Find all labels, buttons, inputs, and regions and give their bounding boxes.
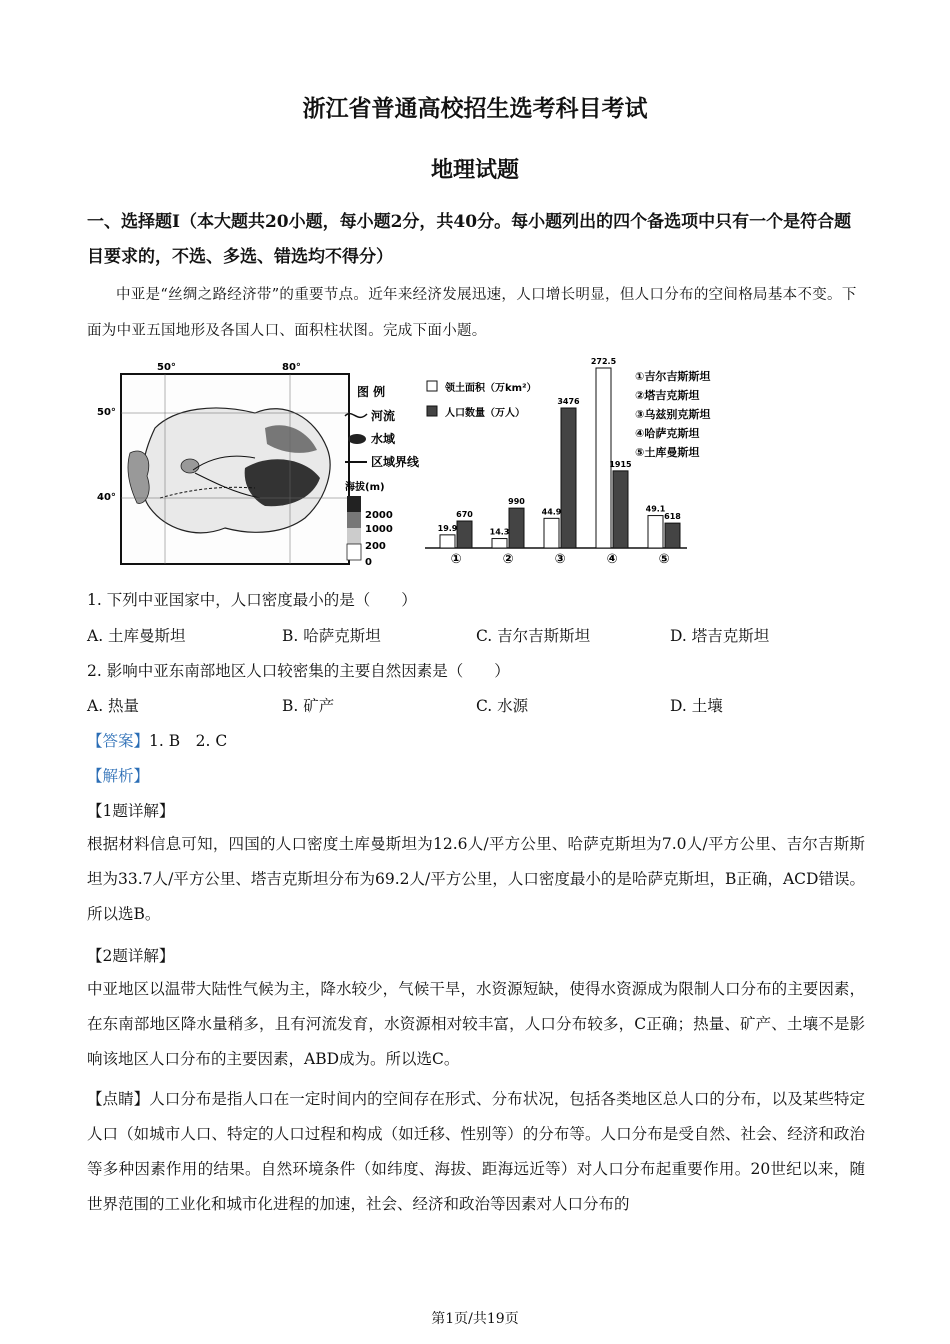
question-1-stem: 1. 下列中亚国家中，人口密度最小的是（ ） (87, 591, 417, 609)
area-legend-swatch (427, 381, 437, 391)
question-2-option-a[interactable]: A. 热量 (87, 697, 140, 715)
question-2-option-c[interactable]: C. 水源 (476, 697, 529, 715)
tip-paragraph (87, 1082, 865, 1222)
population-value-label: 3476 (557, 397, 580, 406)
category-label: ① (450, 552, 462, 567)
population-bar (561, 408, 576, 548)
map-legend-river: 河流 (371, 409, 396, 423)
population-bar (509, 508, 524, 548)
bar-legend-area: 领土面积（万km²） (445, 383, 537, 394)
area-value-label: 14.3 (489, 527, 510, 537)
elev-swatch-0 (347, 544, 361, 560)
question-2-option-b[interactable]: B. 矿产 (282, 697, 335, 715)
page-footer: 第1页/共19页 (431, 1311, 519, 1327)
map-legend-border: 区域界线 (371, 455, 420, 469)
map-aral-sea (181, 459, 199, 473)
detail-1-tag: 【1题详解】 (87, 802, 175, 820)
lat-label-50: 50° (97, 407, 116, 418)
country-legend-2: ②塔吉克斯坦 (635, 389, 700, 402)
answer-line (87, 729, 227, 751)
area-value-label: 44.9 (541, 507, 562, 517)
map-legend (345, 384, 420, 568)
population-bar (665, 523, 680, 548)
country-legend-4: ④哈萨克斯坦 (635, 427, 700, 440)
figure-svg (95, 358, 835, 573)
category-label: ② (502, 552, 514, 567)
answer-tag: 【答案】 (87, 732, 150, 750)
area-bar (596, 368, 611, 548)
population-bar (457, 521, 472, 548)
population-value-label: 618 (664, 512, 681, 522)
elev-level-1000: 1000 (365, 524, 393, 535)
category-label: ⑤ (658, 552, 670, 567)
question-2-option-d[interactable]: D. 土壤 (670, 697, 723, 715)
area-bar (440, 535, 455, 548)
terrain-map (97, 362, 349, 564)
detail-2-text: 中亚地区以温带大陆性气候为主，降水较少，气候干旱，水资源短缺，使得水资源成为限制人口分布的主要因素，在东南部地区降水量稍多，且有河流发育，水资源相对较丰富，人口分布较多，C正确；热量、矿产、土壤不是影响该地区人口分布的主要因素，ABD成为。所以选C。 (87, 980, 865, 1068)
area-value-label: 49.1 (645, 504, 666, 514)
map-legend-title: 图 例 (357, 385, 386, 399)
question-2-stem: 2. 影响中亚东南部地区人口较密集的主要自然因素是（ ） (87, 662, 510, 680)
question-1-option-b[interactable]: B. 哈萨克斯坦 (282, 627, 381, 645)
population-value-label: 990 (508, 497, 525, 507)
population-bar (613, 471, 628, 548)
pop-legend-swatch (427, 406, 437, 416)
area-value-label: 272.5 (590, 358, 617, 366)
area-bar (544, 518, 559, 548)
elev-swatch-1000 (347, 512, 361, 528)
elev-level-0: 0 (365, 557, 372, 568)
tip-text: 人口分布是指人口在一定时间内的空间存在形式、分布状况，包括各类地区总人口的分布，以及某些特定人口（如城市人口、特定的人口过程和构成（如迁移、性别等）的分布等。人口分布是受自然、社会、经济和政治等多种因素作用的结果。自然环境条件（如纬度、海拔、距海远近等）对人口分布起重要作用。20世纪以来，随世界范围的工业化和城市化进程的加速，社会、经济和政治等因素对人口分布的 (87, 1090, 865, 1213)
elev-swatch-200 (347, 528, 361, 544)
lat-label-40: 40° (97, 492, 116, 503)
water-legend-icon (348, 434, 366, 444)
country-legend-1: ①吉尔吉斯斯坦 (635, 370, 711, 383)
lon-label-80: 80° (282, 362, 301, 373)
lon-label-50: 50° (157, 362, 176, 373)
area-bar (492, 539, 507, 548)
exam-title: 浙江省普通高校招生选考科目考试 (302, 95, 648, 122)
question-1-option-c[interactable]: C. 吉尔吉斯斯坦 (476, 627, 591, 645)
analysis-tag: 【解析】 (87, 767, 150, 785)
bar-legend (427, 381, 536, 419)
country-legend-5: ⑤土库曼斯坦 (635, 446, 700, 459)
elevation-title: 海拔(m) (345, 482, 385, 493)
area-value-label: 19.9 (437, 523, 458, 533)
area-bar (648, 516, 663, 548)
intro-paragraph: 中亚是“丝绸之路经济带”的重要节点。近年来经济发展迅速，人口增长明显，但人口分布的空间格局基本不变。下面为中亚五国地形及各国人口、面积柱状图。完成下面小题。 (87, 287, 857, 339)
elev-level-2000: 2000 (365, 510, 393, 521)
bar-legend-pop: 人口数量（万人） (445, 408, 525, 419)
figure (95, 358, 835, 573)
category-label: ④ (606, 552, 618, 567)
detail-2-tag: 【2题详解】 (87, 947, 175, 965)
population-value-label: 1915 (609, 459, 632, 469)
country-legend-3: ③乌兹别克斯坦 (635, 408, 711, 421)
answer-text: 1. B 2. C (149, 732, 228, 750)
elev-level-200: 200 (365, 541, 386, 552)
question-1-option-a[interactable]: A. 土库曼斯坦 (87, 627, 186, 645)
question-1-option-d[interactable]: D. 塔吉克斯坦 (670, 627, 770, 645)
tip-tag: 【点睛】 (87, 1090, 150, 1108)
section-heading: 一、选择题Ⅰ（本大题共20小题，每小题2分，共40分。每小题列出的四个备选项中只有一个是符合题目要求的，不选、多选、错选均不得分） (87, 212, 852, 267)
category-label: ③ (554, 552, 566, 567)
elev-swatch-2000 (347, 496, 361, 512)
population-value-label: 670 (456, 510, 473, 520)
map-legend-water: 水域 (371, 432, 396, 446)
detail-1-text: 根据材料信息可知，四国的人口密度土库曼斯坦为12.6人/平方公里、哈萨克斯坦为7.0人/平方公里、吉尔吉斯斯坦为33.7人/平方公里、塔吉克斯坦分布为69.2人/平方公里，人口密度最小的是哈萨克斯坦，B正确，ACD错误。所以选B。 (87, 835, 865, 923)
exam-subtitle: 地理试题 (430, 157, 519, 183)
country-legend (635, 369, 710, 459)
